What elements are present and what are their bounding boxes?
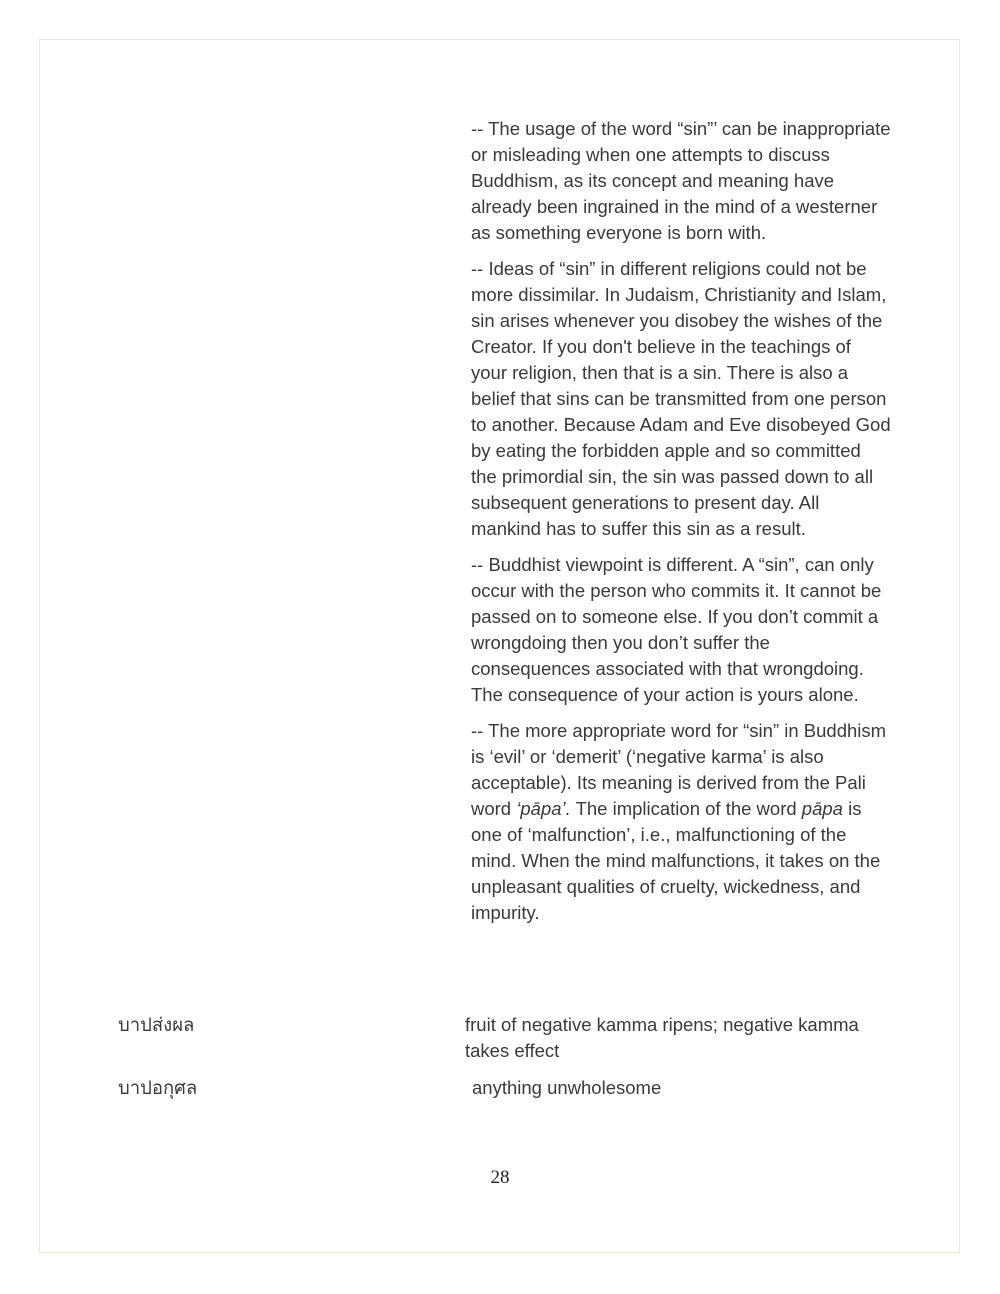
pali-term-quoted: ‘pāpa’. xyxy=(516,798,571,819)
paragraph-4-text-1: -- The more appropriate word for “sin” in Buddhism is ‘evil’ or ‘demerit’ (‘negative karma’ is also acceptable). Its meaning is derived from the Pali word xyxy=(471,720,887,819)
definition-paragraph-2: -- Ideas of “sin” in different religions could not be more dissimilar. In Judaism, Christianity and Islam, sin arises whenever you disobey the wishes of the Creator. If you don't believe in the teachings of your religion, then that is a sin. There is also a belief that sins can be transmitted from one person to another. Because Adam and Eve disobeyed God by eating the forbidden apple and so committed the primordial sin, the sin was passed down to all subsequent generations to present day. All mankind has to suffer this sin as a result. xyxy=(471,258,891,539)
paragraph-4-text-3: is one of ‘malfunction’, i.e., malfunctioning of the mind. When the mind malfunctions, it takes on the unpleasant qualities of cruelty, wickedness, and impurity. xyxy=(471,798,881,923)
entry-term-thai-1: บาปส่งผล xyxy=(118,1014,195,1035)
page-number: 28 xyxy=(490,1167,510,1188)
entry-gloss-1: fruit of negative kamma ripens; negative kamma takes effect xyxy=(465,1014,859,1061)
definition-paragraph-3: -- Buddhist viewpoint is different. A “sin”, can only occur with the person who commits it. It cannot be passed on to someone else. If you don’t commit a wrongdoing then you don’t suffer the consequences associated with that wrongdoing. The consequence of your action is yours alone. xyxy=(471,554,882,705)
definition-paragraph-1: -- The usage of the word “sin”’ can be inappropriate or misleading when one attempts to discuss Buddhism, as its concept and meaning have already been ingrained in the mind of a westerner as something everyone is born with. xyxy=(471,118,891,243)
entry-gloss-2: anything unwholesome xyxy=(472,1077,662,1098)
paragraph-4-text-2: The implication of the word xyxy=(570,798,802,819)
pali-term: pāpa xyxy=(801,798,843,819)
definition-paragraph-4 xyxy=(471,718,891,926)
entry-term-thai-2: บาปอกุศล xyxy=(118,1077,198,1098)
definition-block xyxy=(471,116,891,936)
